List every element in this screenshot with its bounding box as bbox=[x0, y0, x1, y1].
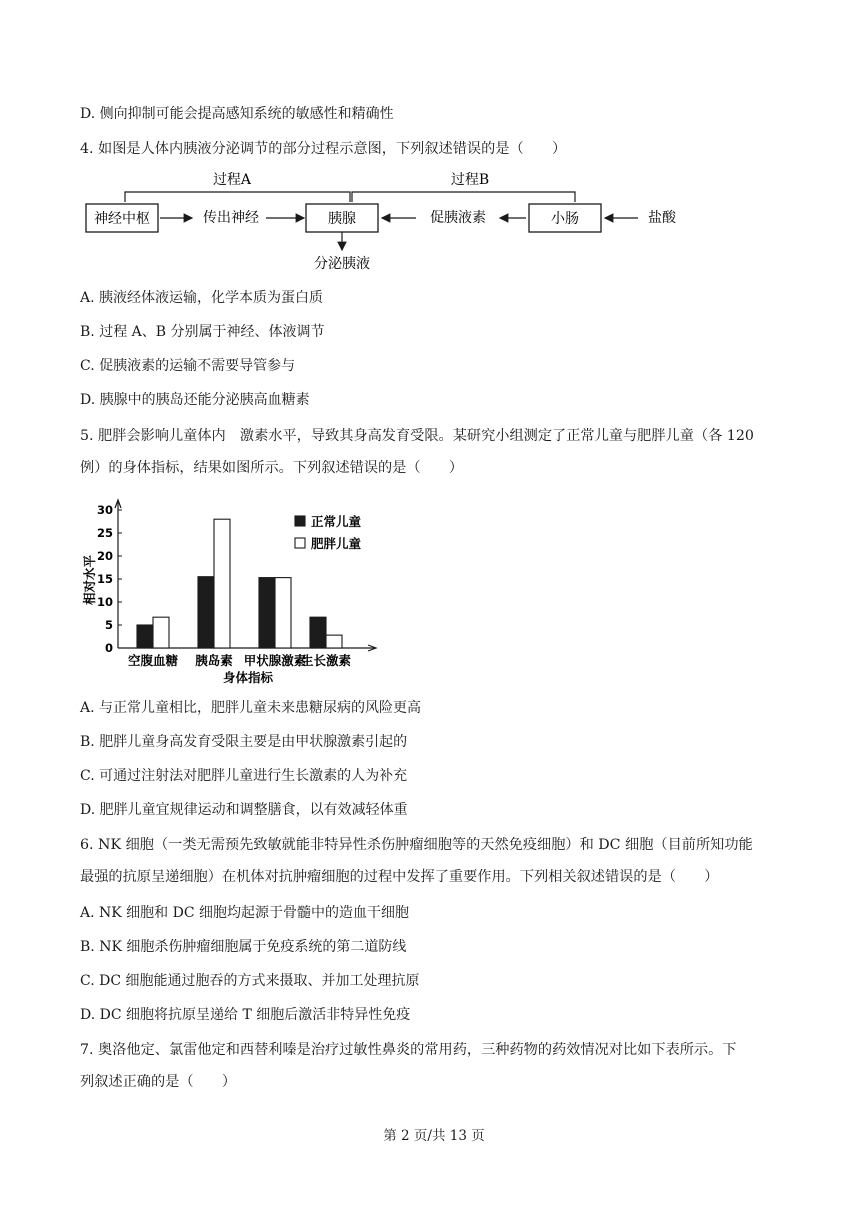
q6-stem-line2: 最强的抗原呈递细胞）在机体对抗肿瘤细胞的过程中发挥了重要作用。下列相关叙述错误的是（ ） bbox=[80, 869, 719, 885]
x-axis-label: 身体指标 bbox=[222, 670, 274, 685]
q5-option-d: D. 肥胖儿童宜规律运动和调整膳食，以有效减轻体重 bbox=[80, 802, 408, 818]
q6-stem-line1: 6. NK 细胞（一类无需预先致敏就能非特异性杀伤肿瘤细胞等的天然免疫细胞）和 DC 细胞（目前所知功能 bbox=[80, 837, 753, 853]
bar-obese bbox=[275, 578, 291, 648]
bar-obese bbox=[326, 635, 342, 648]
y-tick-label: 30 bbox=[96, 503, 113, 517]
legend-label: 正常儿童 bbox=[311, 514, 362, 529]
q5-option-b: B. 肥胖儿童身高发育受限主要是由甲状腺激素引起的 bbox=[80, 734, 408, 750]
x-tick-label: 胰岛素 bbox=[195, 653, 233, 668]
node-nerve-center: 神经中枢 bbox=[94, 211, 150, 227]
q6-option-a: A. NK 细胞和 DC 细胞均起源于骨髓中的造血干细胞 bbox=[80, 905, 410, 921]
bar-obese bbox=[153, 617, 169, 648]
q5-stem-line1: 5. 肥胖会影响儿童体内 激素水平，导致其身高发育受限。某研究小组测定了正常儿童与肥胖儿童（各 120 bbox=[80, 428, 754, 444]
q4-flow-diagram bbox=[80, 164, 700, 276]
q6-option-d: D. DC 细胞将抗原呈递给 T 细胞后激活非特异性免疫 bbox=[80, 1007, 411, 1023]
edge-efferent-nerve: 传出神经 bbox=[203, 210, 259, 226]
page-number: 第 2 页/共 13 页 bbox=[383, 1128, 485, 1144]
q5-option-c: C. 可通过注射法对肥胖儿童进行生长激素的人为补充 bbox=[80, 768, 408, 784]
y-tick-label: 10 bbox=[96, 595, 113, 609]
q6-option-c: C. DC 细胞能通过胞吞的方式来摄取、并加工处理抗原 bbox=[80, 973, 420, 989]
x-tick-label: 甲状腺激素 bbox=[243, 653, 307, 668]
q4-option-b: B. 过程 A、B 分别属于神经、体液调节 bbox=[80, 324, 325, 340]
y-tick-label: 20 bbox=[96, 549, 113, 563]
legend-swatch bbox=[295, 538, 305, 548]
q7-stem-line1: 7. 奥洛他定、氯雷他定和西替利嗪是治疗过敏性鼻炎的常用药，三种药物的药效情况对比如下表所示。下 bbox=[80, 1042, 737, 1058]
x-tick-label: 空腹血糖 bbox=[127, 653, 179, 668]
bar-obese bbox=[214, 519, 230, 648]
bar-normal bbox=[198, 577, 214, 648]
bar-normal bbox=[310, 617, 326, 648]
q4-option-a: A. 胰液经体液运输，化学本质为蛋白质 bbox=[80, 290, 324, 306]
bar-normal bbox=[259, 578, 275, 648]
q5-option-a: A. 与正常儿童相比，肥胖儿童未来患糖尿病的风险更高 bbox=[80, 700, 422, 716]
y-tick-label: 15 bbox=[96, 572, 113, 586]
bar-normal bbox=[137, 625, 153, 648]
process-a-label: 过程A bbox=[212, 172, 252, 188]
process-b-bracket bbox=[352, 192, 575, 202]
node-intestine: 小肠 bbox=[551, 211, 579, 227]
q7-stem-line2: 列叙述正确的是（ ） bbox=[80, 1074, 237, 1090]
y-axis-label: 相对水平 bbox=[82, 554, 97, 606]
q4-option-d: D. 胰腺中的胰岛还能分泌胰高血糖素 bbox=[80, 392, 310, 408]
edge-secretin: 促胰液素 bbox=[430, 210, 486, 226]
q6-option-b: B. NK 细胞杀伤肿瘤细胞属于免疫系统的第二道防线 bbox=[80, 939, 407, 955]
legend-label: 肥胖儿童 bbox=[311, 536, 362, 551]
node-pancreas: 胰腺 bbox=[328, 211, 356, 227]
q3-option-d: D. 侧向抑制可能会提高感知系统的敏感性和精确性 bbox=[80, 106, 394, 122]
q4-option-c: C. 促胰液素的运输不需要导管参与 bbox=[80, 358, 296, 374]
x-tick-label: 生长激素 bbox=[300, 653, 352, 668]
y-tick-label: 25 bbox=[96, 526, 113, 540]
process-a-bracket bbox=[125, 192, 350, 202]
output-pancreatic-juice: 分泌胰液 bbox=[314, 256, 370, 272]
q5-bar-chart bbox=[80, 492, 390, 688]
y-tick-label: 5 bbox=[104, 618, 113, 632]
legend-swatch bbox=[295, 516, 305, 526]
process-b-label: 过程B bbox=[450, 172, 490, 188]
q5-stem-line2: 例）的身体指标，结果如图所示。下列叙述错误的是（ ） bbox=[80, 460, 464, 476]
input-acid: 盐酸 bbox=[648, 210, 676, 226]
q4-stem: 4. 如图是人体内胰液分泌调节的部分过程示意图，下列叙述错误的是（ ） bbox=[80, 141, 567, 157]
y-tick-label: 0 bbox=[104, 641, 113, 655]
